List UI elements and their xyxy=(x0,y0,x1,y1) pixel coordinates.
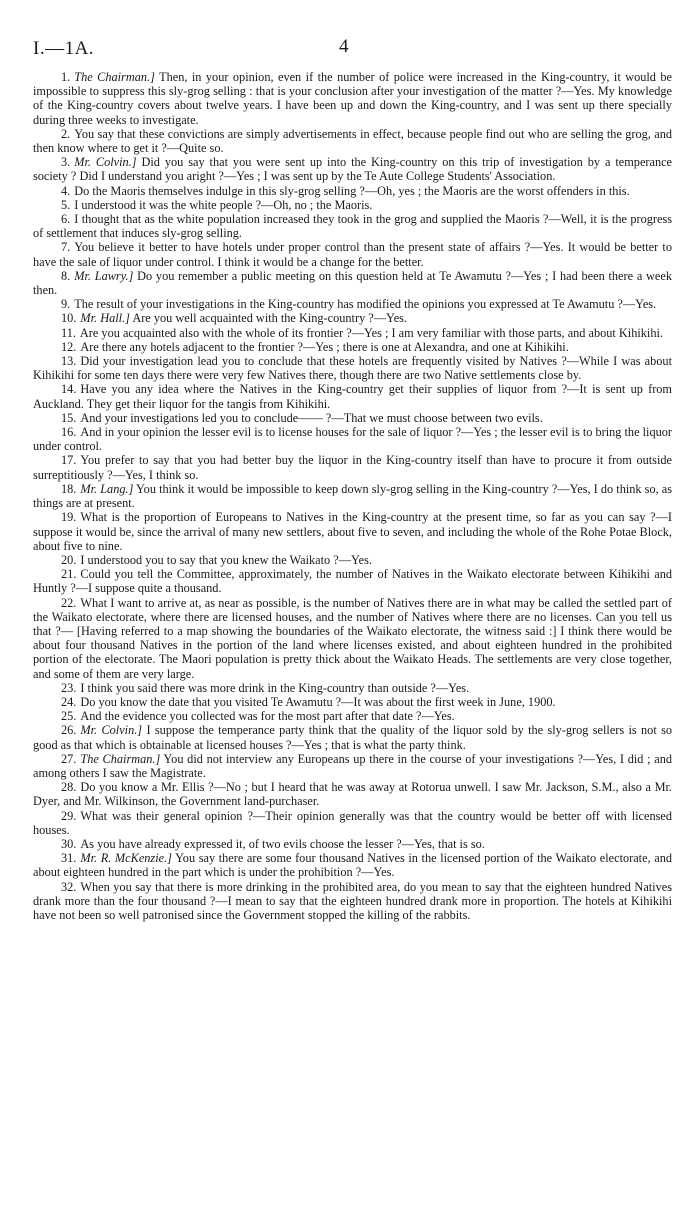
question-paragraph xyxy=(33,880,672,923)
question-text: And your investigations led you to conclude—— ?—That we must choose between two evils. xyxy=(80,410,543,425)
question-number: 13. xyxy=(61,354,77,369)
question-text: Do the Maoris themselves indulge in this sly-grog selling ?—Oh, yes ; the Maoris are the worst offenders in this. xyxy=(74,183,630,198)
question-text: I understood it was the white people ?—Oh, no ; the Maoris. xyxy=(74,197,373,212)
question-number: 2. xyxy=(61,126,71,141)
question-number: 3. xyxy=(61,155,71,170)
question-text: You did not interview any Europeans up there in the course of your investigations ?—Yes, I did ; and among others I saw the Magistrate. xyxy=(33,751,672,780)
question-paragraph xyxy=(33,340,672,354)
question-text: You say there are some four thousand Natives in the licensed portion of the Waikato electorate, and about eighteen hundred in the part which is under the prohibition ?—Yes. xyxy=(33,851,673,880)
question-text: And the evidence you collected was for the most part after that date ?—Yes. xyxy=(80,709,455,724)
question-text: I thought that as the white population increased they took in the grog and supplied the Maoris ?—Well, it is the progress of settlement that induces sly-grog selling. xyxy=(33,212,672,241)
speaker-name: Mr. Lang.] xyxy=(80,481,134,496)
question-paragraph xyxy=(33,596,672,681)
question-text: Do you know the date that you visited Te Awamutu ?—It was about the first week in June, 1900. xyxy=(80,694,556,709)
question-number: 31. xyxy=(61,851,77,866)
question-number: 8. xyxy=(61,268,71,283)
question-paragraph xyxy=(33,411,672,425)
question-text: And in your opinion the lesser evil is to license houses for the sale of liquor ?—Yes ; the lesser evil is to bring the liquor under control. xyxy=(33,425,672,454)
question-text: The result of your investigations in the King-country has modified the opinions you expressed at Te Awamutu ?—Yes. xyxy=(74,297,657,312)
question-number: 11. xyxy=(61,325,76,340)
question-paragraph xyxy=(33,837,672,851)
question-paragraph xyxy=(33,567,672,595)
speaker-name: Mr. Colvin.] xyxy=(74,155,137,170)
question-text: Are you acquainted also with the whole of its frontier ?—Yes ; I am very familiar with those parts, and about Kihikihi. xyxy=(79,325,663,340)
question-text: As you have already expressed it, of two evils choose the lesser ?—Yes, that is so. xyxy=(80,836,485,851)
question-paragraph xyxy=(33,681,672,695)
question-text: You believe it better to have hotels under proper control than the present state of affairs ?—Yes. It would be better to have the sale of liquor under control. I think it would be a change for the better. xyxy=(33,240,672,269)
question-text: Did your investigation lead you to conclude that these hotels are frequently visited by Natives ?—While I was about Kihikihi for some ten days there were very few Natives there, though there are two Native settlements close by. xyxy=(33,354,672,383)
question-number: 14. xyxy=(61,382,77,397)
question-paragraph xyxy=(33,510,672,553)
question-paragraph xyxy=(33,269,672,297)
speaker-name: Mr. R. McKenzie.] xyxy=(80,851,172,866)
question-paragraph xyxy=(33,482,672,510)
question-paragraph xyxy=(33,425,672,453)
question-text: I think you said there was more drink in the King-country than outside ?—Yes. xyxy=(80,680,470,695)
question-number: 19. xyxy=(61,510,77,525)
evidence-body xyxy=(33,70,672,922)
question-text: What is the proportion of Europeans to Natives in the King-country at the present time, so far as you can say ?—I suppose it would be, since the arrival of many new settlers, about five to seven, and including the whole of the Rohe Potae Block, about five to nine. xyxy=(33,510,672,553)
question-number: 4. xyxy=(61,183,71,198)
question-paragraph xyxy=(33,695,672,709)
speaker-name: Mr. Colvin.] xyxy=(80,723,143,738)
question-number: 5. xyxy=(61,197,71,212)
question-number: 10. xyxy=(61,311,77,326)
question-paragraph xyxy=(33,70,672,127)
question-paragraph xyxy=(33,780,672,808)
question-number: 22. xyxy=(61,595,77,610)
question-text: Do you remember a public meeting on this question held at Te Awamutu ?—Yes ; I had been there a week then. xyxy=(33,268,672,298)
question-paragraph xyxy=(33,198,672,212)
question-number: 7. xyxy=(61,240,71,255)
question-text: Have you any idea where the Natives in the King-country get their supplies of liquor from ?—It is sent up from Auckland. They get their liquor for the tangis from Kihikihi. xyxy=(33,382,672,411)
question-text: Then, in your opinion, even if the number of police were increased in the King-country, it would be impossible to suppress this sly-grog selling : that is your conclusion after your investigation of the matter ?—Yes. My knowledge of the King-country covers about twelve years. I have been up and down the King-country, and I was sent up there specially during three weeks to investigate. xyxy=(33,70,672,127)
question-number: 29. xyxy=(61,808,77,823)
question-text: What I want to arrive at, as near as possible, is the number of Natives there are in what may be called the settled part of the Waikato electorate, where there are licensed houses, and the number of Natives where there are no licenses. Can you tell us that ?— [Having referred to a map showing the boundaries of the Waikato electorate, the witness said :] I think there would be about four thousand Natives in the portion of the land where licenses existed, and about eighteen hundred in the prohibited portion of the electorate. The Maori population is pretty thick about the Waikato Heads. The settlements are very close together, and some of them are very large. xyxy=(33,595,672,681)
question-text: I understood you to say that you knew the Waikato ?—Yes. xyxy=(80,552,372,567)
question-number: 20. xyxy=(61,552,77,567)
paper-reference: I.—1A. xyxy=(33,38,95,59)
question-paragraph xyxy=(33,354,672,382)
question-number: 16. xyxy=(61,425,77,440)
question-number: 23. xyxy=(61,680,77,695)
speaker-name: Mr. Hall.] xyxy=(80,311,130,326)
question-text: You say that these convictions are simply advertisements in effect, because people find out who are selling the grog, and then know where to get it ?—Quite so. xyxy=(33,126,672,156)
question-paragraph xyxy=(33,212,672,240)
question-paragraph xyxy=(33,553,672,567)
question-text: Did you say that you were sent up into the King-country on this trip of investigation by a temperance society ? Did I understand you aright ?—Yes ; I was sent up by the Te Aute College Students' Association. xyxy=(33,155,673,184)
speaker-name: The Chairman.] xyxy=(80,751,161,766)
question-paragraph xyxy=(33,240,672,268)
question-number: 24. xyxy=(61,694,77,709)
question-number: 21. xyxy=(61,567,77,582)
question-text: You prefer to say that you had better buy the liquor in the King-country itself than have to procure it from outside surreptitiously ?—Yes, I think so. xyxy=(33,453,672,482)
question-number: 18. xyxy=(61,481,77,496)
question-number: 32. xyxy=(61,879,77,894)
question-text: I suppose the temperance party think that the quality of the liquor sold by the sly-grog sellers is not so good as that which is obtainable at licensed houses ?—Yes ; that is what the party think. xyxy=(33,723,673,752)
question-paragraph xyxy=(33,723,672,751)
question-paragraph xyxy=(33,382,672,410)
question-paragraph xyxy=(33,127,672,155)
question-number: 6. xyxy=(61,212,71,227)
speaker-name: Mr. Lawry.] xyxy=(74,268,134,283)
question-number: 15. xyxy=(61,410,77,425)
question-text: You think it would be impossible to keep down sly-grog selling in the King-country ?—Yes, I do think so, as things are at present. xyxy=(33,481,673,511)
question-paragraph xyxy=(33,326,672,340)
question-number: 28. xyxy=(61,780,77,795)
question-paragraph xyxy=(33,752,672,780)
page-header xyxy=(33,30,672,70)
question-number: 1. xyxy=(61,70,71,84)
question-text: Are you well acquainted with the King-country ?—Yes. xyxy=(132,311,408,326)
question-paragraph xyxy=(33,453,672,481)
question-paragraph xyxy=(33,851,672,879)
question-number: 26. xyxy=(61,723,77,738)
question-text: Do you know a Mr. Ellis ?—No ; but I heard that he was away at Rotorua unwell. I saw Mr. Jackson, S.M., also a Mr. Dyer, and Mr. Wilkinson, the Government land-purchaser. xyxy=(33,780,672,809)
page-number: 4 xyxy=(339,36,349,57)
question-paragraph xyxy=(33,155,672,183)
question-text: When you say that there is more drinking in the prohibited area, do you mean to say that the eighteen hundred Natives drank more than the four thousand ?—I mean to say that the eighteen hundred drank more in proportion. The hotels at Kihikihi have not been so well patronised since the Government stopped the killing of the rabbits. xyxy=(33,879,672,922)
question-paragraph xyxy=(33,709,672,723)
question-number: 25. xyxy=(61,709,77,724)
speaker-name: The Chairman.] xyxy=(74,70,155,84)
question-number: 27. xyxy=(61,751,77,766)
question-number: 17. xyxy=(61,453,77,468)
question-text: Are there any hotels adjacent to the frontier ?—Yes ; there is one at Alexandra, and one at Kihikihi. xyxy=(80,339,569,354)
question-text: Could you tell the Committee, approximately, the number of Natives in the Waikato electorate between Kihikihi and Huntly ?—I suppose quite a thousand. xyxy=(33,567,672,596)
question-paragraph xyxy=(33,297,672,311)
question-paragraph xyxy=(33,311,672,325)
question-text: What was their general opinion ?—Their opinion generally was that the country would be better off with licensed houses. xyxy=(33,808,672,837)
question-paragraph xyxy=(33,184,672,198)
question-number: 30. xyxy=(61,836,77,851)
question-number: 9. xyxy=(61,297,71,312)
question-number: 12. xyxy=(61,339,77,354)
question-paragraph xyxy=(33,809,672,837)
